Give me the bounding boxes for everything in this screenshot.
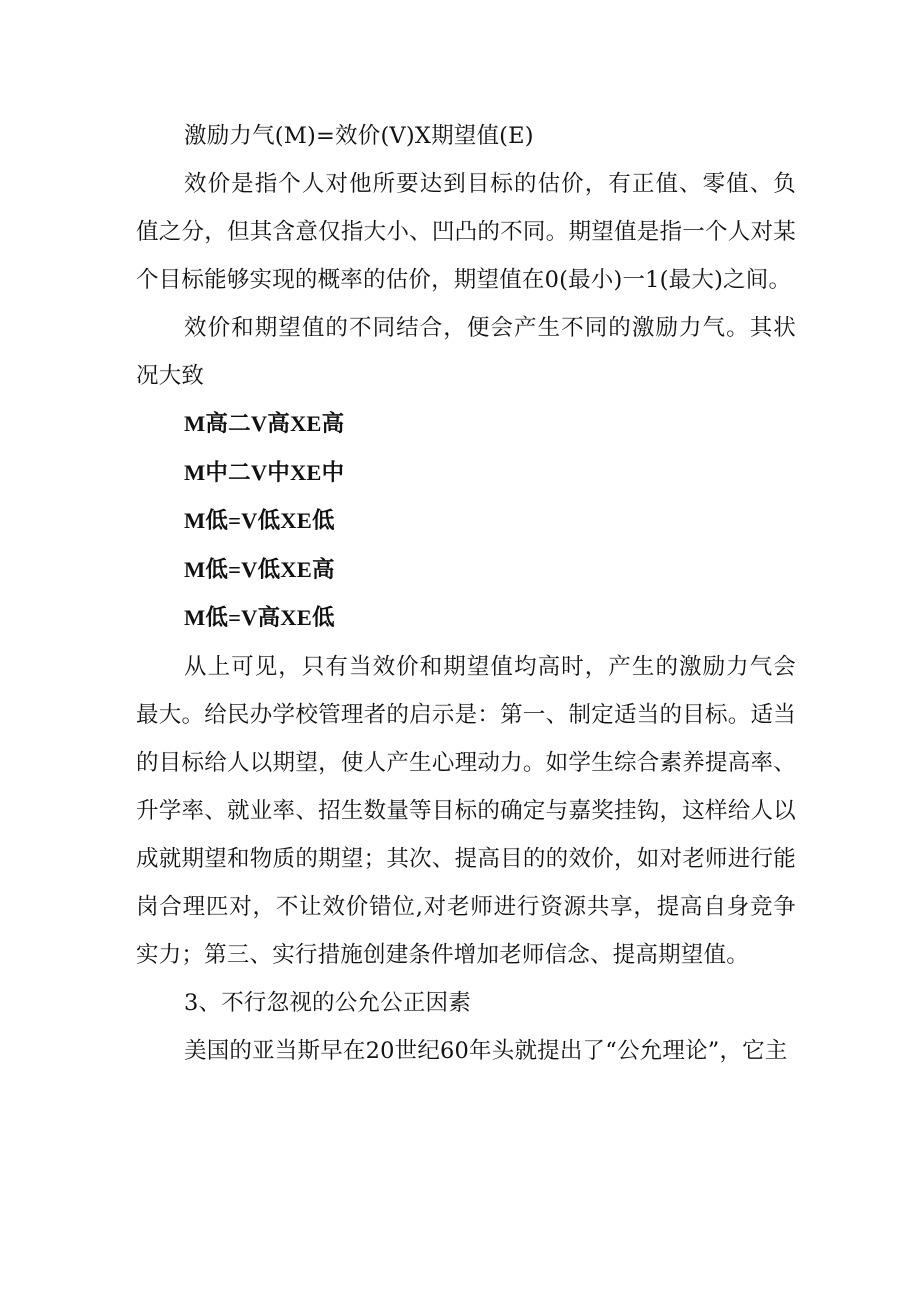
- paragraph-implications: 从上可见，只有当效价和期望值均高时，产生的激励力气会最大。给民办学校管理者的启示是：第一、制定适当的目标。适当的目标给人以期望，使人产生心理动力。如学生综合素养提高率、升学率、就业率、招生数量等目标的确定与嘉奖挂钩，这样给人以成就期望和物质的期望；其次、提高目的的效价，如对老师进行能岗合理匹对，不让效价错位,对老师进行资源共享，提高自身竞争实力；第三、实行措施创建条件增加老师信念、提高期望值。: [136, 653, 796, 968]
- paragraph-adams-theory: 美国的亚当斯早在20世纪60年头就提出了“公允理论”，它主: [184, 1037, 788, 1064]
- case-line-2: M中二V中XE中: [184, 459, 345, 485]
- case-line-5: M低=V高XE低: [184, 605, 335, 630]
- case-line-4: M低=V低XE高: [184, 556, 335, 582]
- case-line-1: M高二V高XE高: [184, 411, 345, 436]
- formula-line: 激励力气(M)=效价(V)X期望值(E): [184, 123, 534, 149]
- case-line-3: M低=V低XE低: [184, 508, 335, 533]
- section-heading-3: 3、不行忽视的公允公正因素: [184, 989, 471, 1016]
- paragraph-valence-definition: 效价是指个人对他所要达到目标的估价，有正值、零值、负值之分，但其含意仅指大小、凹凸的不同。期望值是指一个人对某个目标能够实现的概率的估价，期望值在0(最小)一1(最大)之间。: [136, 171, 796, 293]
- paragraph-combination: 效价和期望值的不同结合，便会产生不同的激励力气。其状况大致: [136, 315, 796, 389]
